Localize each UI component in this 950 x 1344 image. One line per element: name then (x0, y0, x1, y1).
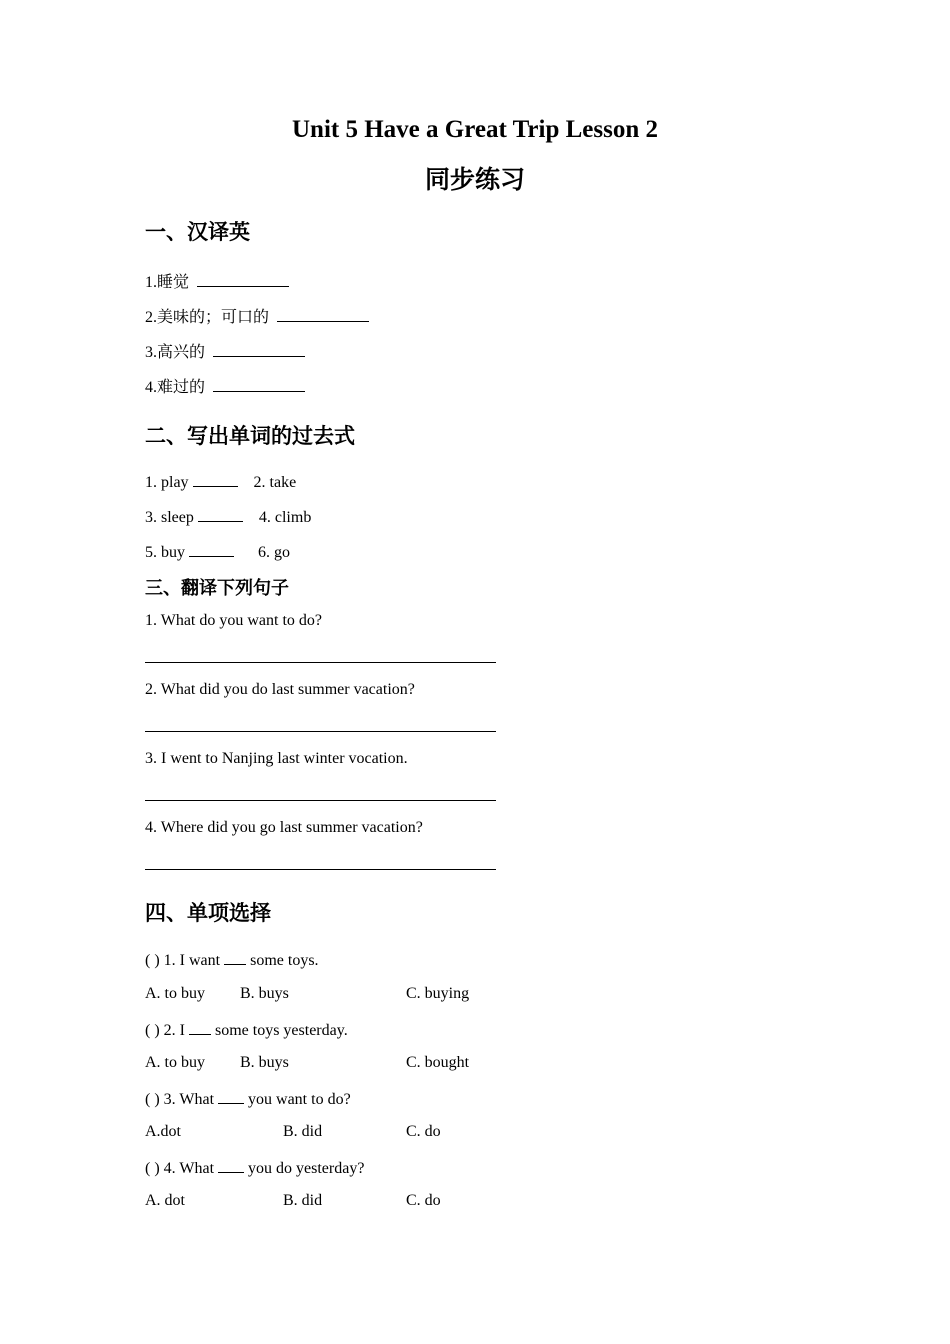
answer-blank[interactable] (218, 1089, 244, 1104)
question-stem (145, 1020, 348, 1040)
question-stem (145, 1089, 351, 1109)
section3-heading: 三、翻译下列句子 (145, 578, 289, 599)
word: 5. buy (145, 544, 185, 561)
word: 4. climb (258, 509, 312, 526)
sentence: 3. I went to Nanjing last winter vocation. (145, 750, 408, 767)
option-c[interactable]: C. do (406, 1192, 441, 1209)
answer-blank[interactable] (189, 542, 234, 557)
stem-start: ( ) 2. I (145, 1022, 185, 1039)
section2-row (145, 507, 311, 527)
stem-start: ( ) 4. What (145, 1160, 215, 1177)
answer-line[interactable] (145, 731, 496, 732)
item-text: 4.难过的 (145, 379, 206, 396)
question-stem (145, 1158, 364, 1178)
option-a[interactable]: A. to buy (145, 1054, 205, 1071)
stem-end: you want to do? (248, 1091, 351, 1108)
answer-blank[interactable] (224, 950, 246, 965)
word: 6. go (258, 544, 290, 561)
question-stem (145, 950, 319, 970)
page-subtitle: 同步练习 (424, 167, 525, 194)
item-text: 3.高兴的 (145, 344, 206, 361)
option-a[interactable]: A.dot (145, 1123, 181, 1140)
page-title: Unit 5 Have a Great Trip Lesson 2 (292, 116, 658, 143)
option-a[interactable]: A. to buy (145, 985, 205, 1002)
answer-blank[interactable] (197, 272, 289, 287)
stem-end: some toys. (250, 952, 319, 969)
option-b[interactable]: B. buys (240, 1054, 289, 1071)
section1-item (145, 339, 305, 362)
answer-blank[interactable] (213, 377, 305, 392)
answer-line[interactable] (145, 800, 496, 801)
word: 1. play (145, 474, 189, 491)
section1-item (145, 304, 369, 327)
answer-line[interactable] (145, 662, 496, 663)
stem-start: ( ) 1. I want (145, 952, 221, 969)
option-a[interactable]: A. dot (145, 1192, 185, 1209)
option-c[interactable]: C. buying (406, 985, 470, 1002)
item-text: 1.睡觉 (145, 274, 190, 291)
stem-end: some toys yesterday. (214, 1022, 348, 1039)
answer-blank[interactable] (193, 472, 238, 487)
item-text: 2.美味的；可口的 (145, 309, 270, 326)
option-b[interactable]: B. did (283, 1192, 323, 1209)
section2-heading: 二、写出单词的过去式 (145, 424, 355, 448)
answer-blank[interactable] (198, 507, 243, 522)
section4-heading: 四、单项选择 (145, 901, 271, 925)
sentence: 4. Where did you go last summer vacation? (145, 819, 423, 836)
section2-row (145, 542, 290, 562)
option-b[interactable]: B. did (283, 1123, 323, 1140)
answer-blank[interactable] (213, 342, 305, 357)
answer-blank[interactable] (189, 1020, 211, 1035)
section1-heading: 一、汉译英 (145, 220, 250, 244)
word: 2. take (253, 474, 297, 491)
option-b[interactable]: B. buys (240, 985, 289, 1002)
sentence: 1. What do you want to do? (145, 612, 323, 629)
answer-line[interactable] (145, 869, 496, 870)
answer-blank[interactable] (277, 307, 369, 322)
word: 3. sleep (145, 509, 194, 526)
stem-start: ( ) 3. What (145, 1091, 215, 1108)
section1-item (145, 269, 289, 292)
option-c[interactable]: C. bought (406, 1054, 470, 1071)
section1-item (145, 374, 305, 397)
section2-row (145, 472, 296, 492)
sentence: 2. What did you do last summer vacation? (145, 681, 415, 698)
stem-end: you do yesterday? (248, 1160, 365, 1177)
answer-blank[interactable] (218, 1158, 244, 1173)
option-c[interactable]: C. do (406, 1123, 441, 1140)
